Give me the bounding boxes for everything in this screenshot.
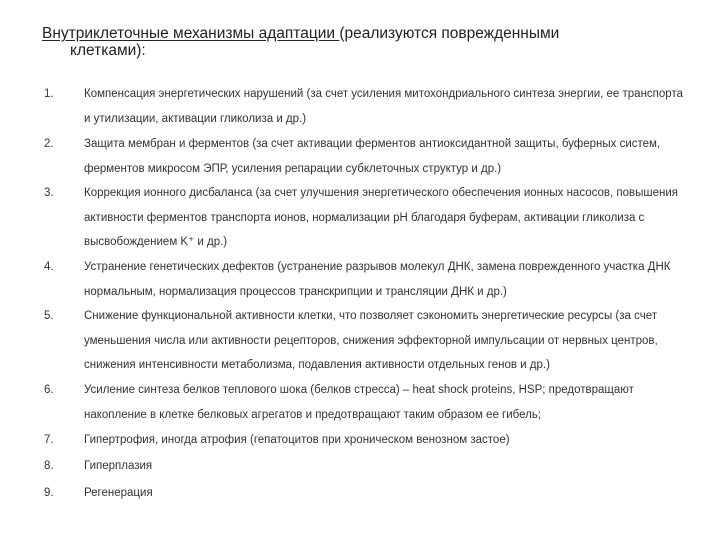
item-number: 2.: [44, 138, 54, 150]
item-number: 4.: [44, 261, 54, 273]
title-line-2: клетками):: [70, 42, 146, 59]
slide-title: [42, 25, 682, 59]
item-text: Устранение генетических дефектов (устранение разрывов молекул ДНК, замена поврежденного участка ДНК нормальным, нормализация процессов транскрипции и трансляции ДНК и др.): [84, 261, 671, 298]
item-number: 6.: [44, 384, 54, 396]
item-text: Усиление синтеза белков теплового шока (белков стресса) – heat shock proteins, HSP; предотвращают накопление в клетке белковых агрегатов и предотвращают таким образом ее гибель;: [84, 384, 634, 421]
item-text: Защита мембран и ферментов (за счет активации ферментов антиоксидантной защиты, буферных систем, ферментов микросом ЭПР, усиления репарации субклеточных структур и др.): [84, 138, 661, 175]
title-rest: (реализуются поврежденными: [339, 25, 560, 42]
item-text: Регенерация: [84, 487, 153, 499]
item-text: Снижение функциональной активности клетки, что позволяет сэкономить энергетические ресурсы (за счет уменьшения числа или активности рецепторов, снижения эффекторной импульсации от нервных центров, снижения интенсивности метаболизма, подавления активности отдельных генов и др.): [84, 310, 658, 371]
item-text: Гиперплазия: [84, 460, 153, 472]
item-text: Гипертрофия, иногда атрофия (гепатоцитов при хроническом венозном застое): [84, 434, 510, 446]
item-text: Компенсация энергетических нарушений (за счет усиления митохондриального синтеза энергии, ее транспорта и утилизации, активации гликолиза и др.): [84, 88, 683, 125]
item-number: 3.: [44, 187, 54, 199]
item-number: 7.: [44, 434, 54, 446]
item-number: 5.: [44, 310, 54, 322]
item-text: Коррекция ионного дисбаланса (за счет улучшения энергетического обеспечения ионных насосов, повышения активности ферментов транспорта ионов, нормализации pH благодаря буферам, активации гликолиза с высвобождением K⁺ и др.): [84, 187, 679, 248]
item-number: 1.: [44, 88, 54, 100]
item-number: 8.: [44, 460, 54, 472]
title-underlined-part: Внутриклеточные механизмы адаптации: [42, 25, 340, 42]
item-number: 9.: [44, 487, 54, 499]
